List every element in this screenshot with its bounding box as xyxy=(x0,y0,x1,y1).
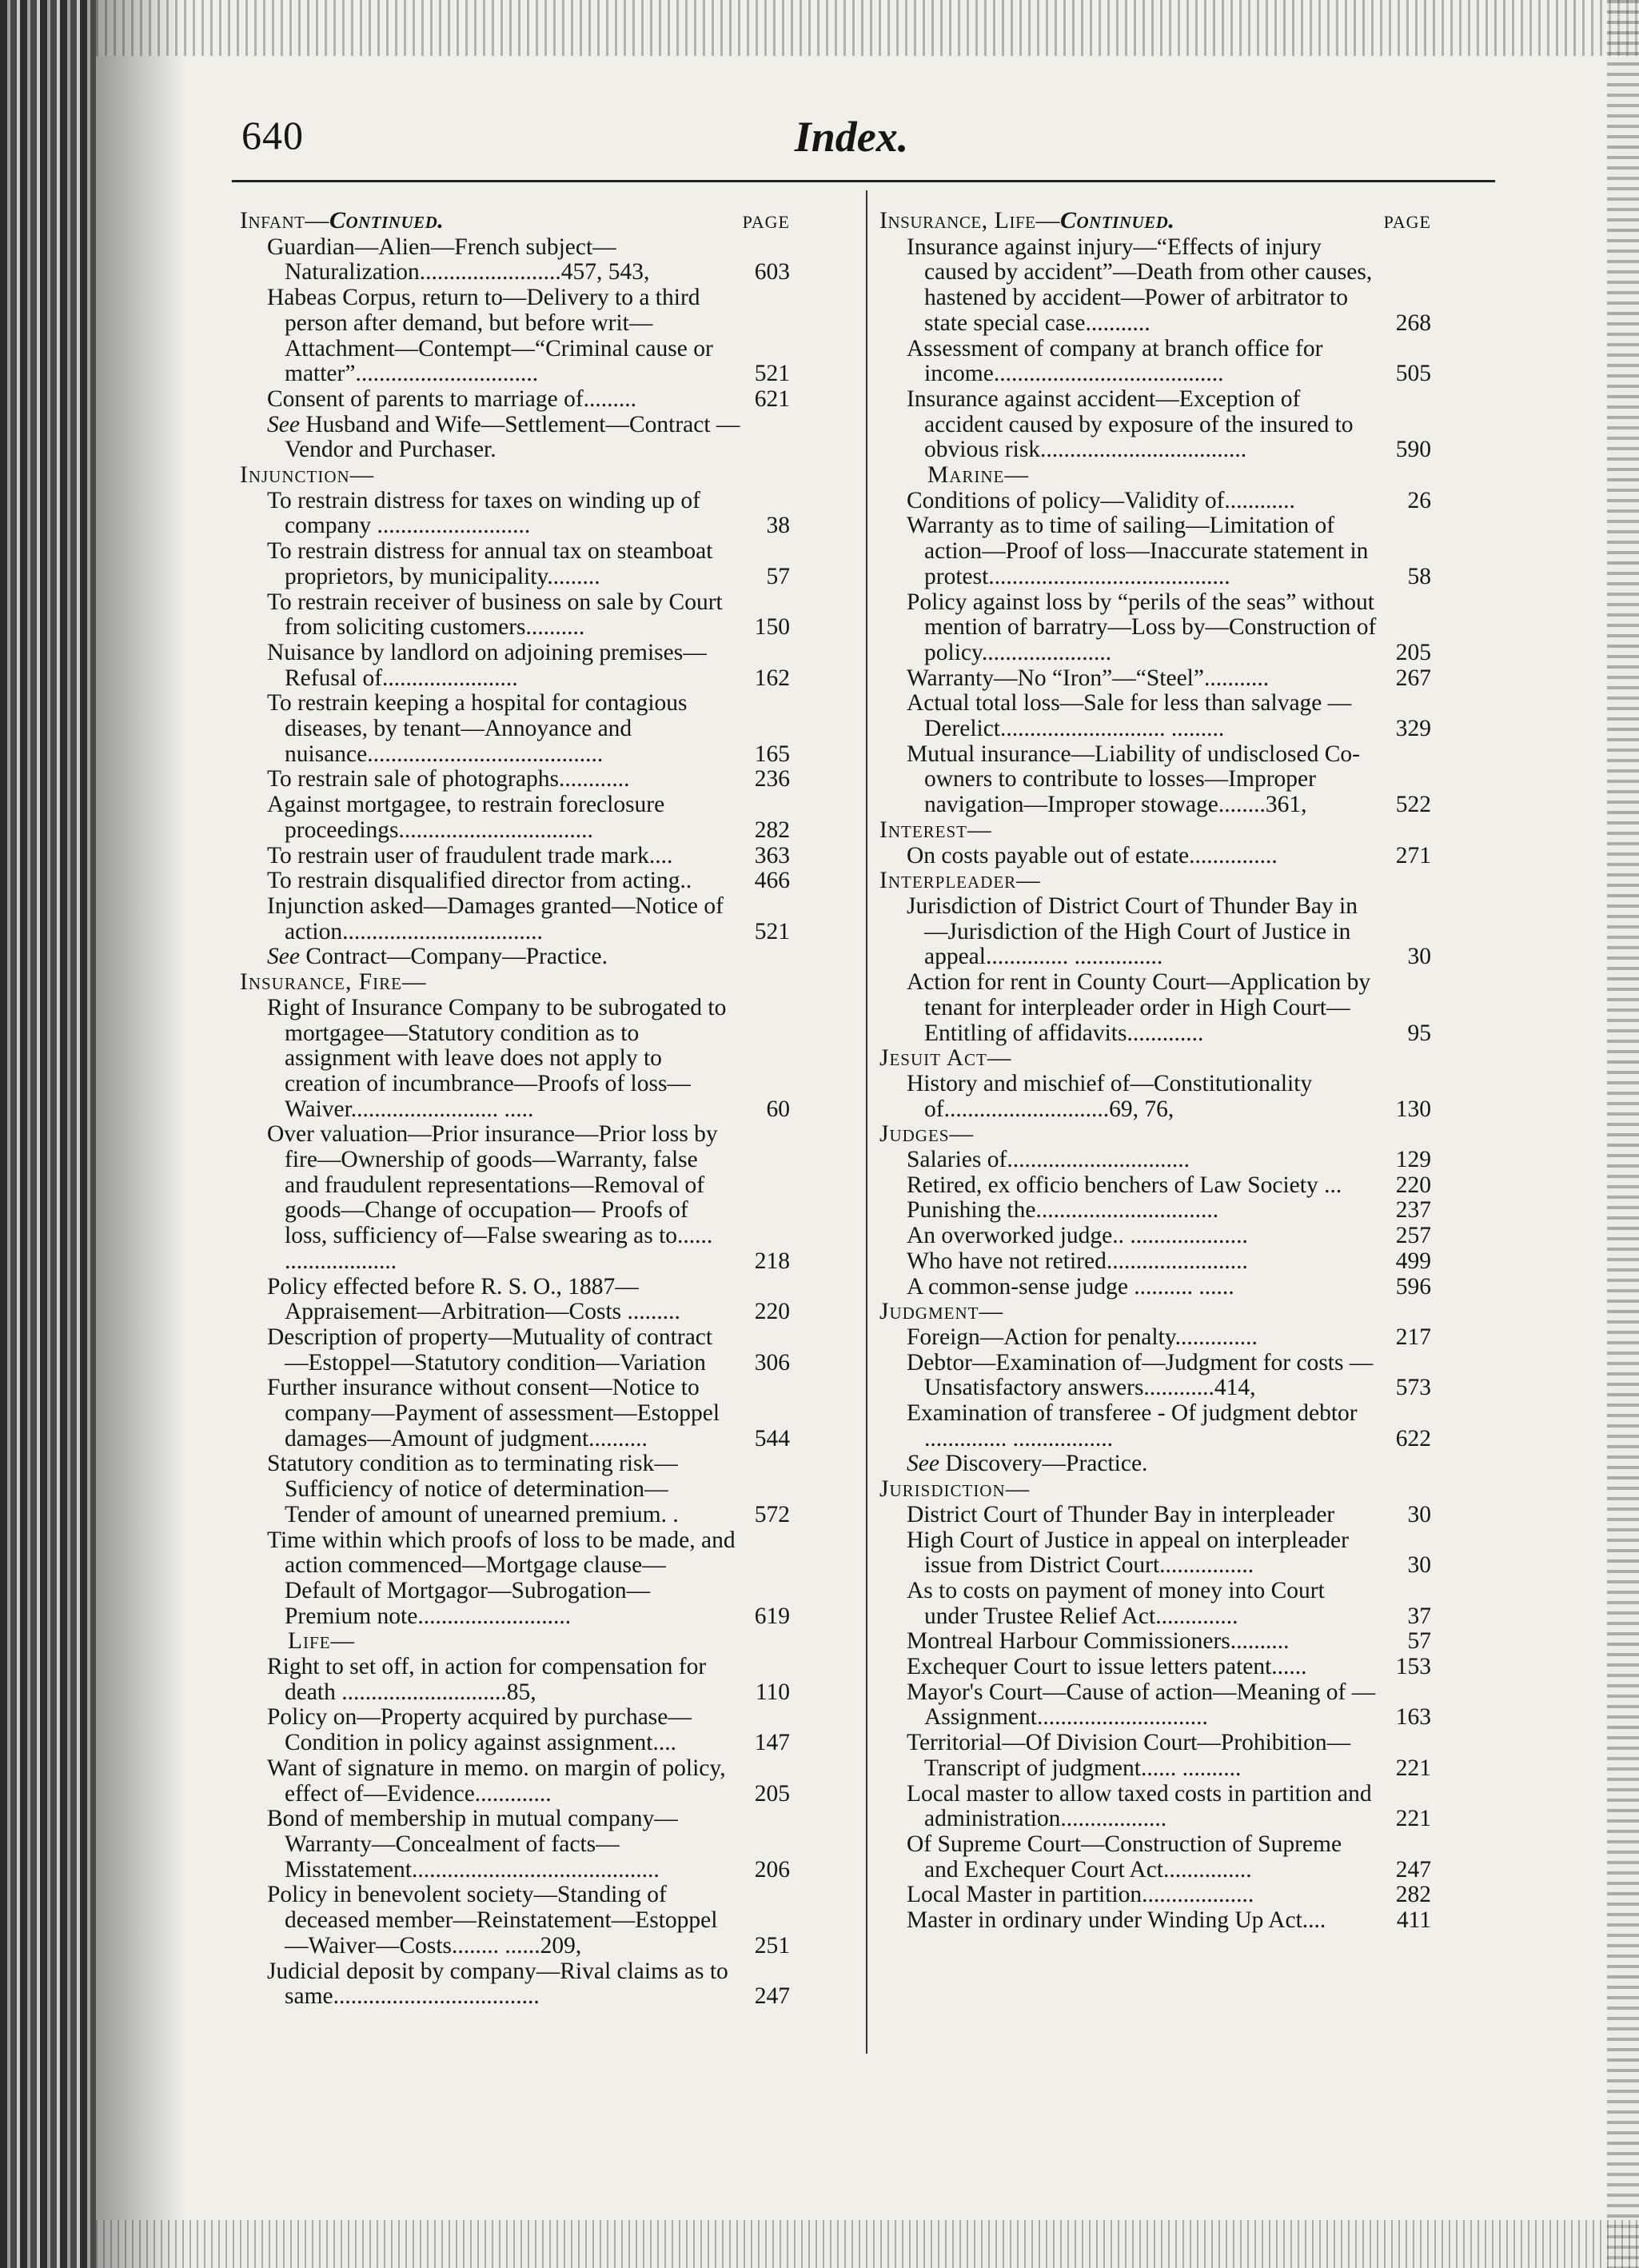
index-entry xyxy=(879,1655,1431,1680)
index-entry xyxy=(240,868,790,894)
index-entry xyxy=(879,1731,1431,1781)
index-entry xyxy=(879,1629,1431,1655)
entry-text: To restrain receiver of business on sale by Court from soliciting customers.......... xyxy=(267,589,723,641)
entry-page-number: 205 xyxy=(1395,639,1431,665)
index-entry xyxy=(879,844,1431,869)
index-entry xyxy=(240,1325,790,1376)
scan-right-noise xyxy=(1607,0,1639,2268)
entry-page-number: 282 xyxy=(754,817,790,843)
entry-page-number: 521 xyxy=(754,361,790,387)
entry-text: Right to set off, in action for compensation for death ............................85, xyxy=(267,1654,707,1705)
entry-text: As to costs on payment of money into Court under Trustee Relief Act.............. xyxy=(907,1577,1325,1629)
see-also-reference xyxy=(240,413,790,463)
entry-text: Insurance against injury—“Effects of injury caused by accident”—Death from other causes, hastened by accident—Power of arbitrator to state special case........... xyxy=(907,234,1373,336)
entry-text: District Court of Thunder Bay in interpleader xyxy=(907,1501,1335,1527)
index-entry xyxy=(879,742,1431,818)
index-entry xyxy=(240,641,790,691)
index-heading: Insurance, Fire— xyxy=(240,969,427,996)
entry-page-number: 60 xyxy=(766,1096,790,1122)
index-entry xyxy=(240,1528,790,1630)
entry-page-number: 603 xyxy=(754,259,790,285)
index-entry xyxy=(240,1883,790,1959)
entry-page-number: 206 xyxy=(754,1856,790,1883)
right-column-body xyxy=(879,235,1431,1934)
entry-text: Policy against loss by “perils of the seas” without mention of barratry—Loss by—Construction of policy...................... xyxy=(907,589,1377,665)
index-heading: Injunction— xyxy=(240,462,375,489)
page-number: 640 xyxy=(241,113,304,158)
entry-page-number: 236 xyxy=(754,766,790,793)
entry-text: Local Master in partition................... xyxy=(907,1882,1254,1908)
entry-text: Conditions of policy—Validity of............ xyxy=(907,487,1295,513)
entry-page-number: 57 xyxy=(1407,1628,1431,1655)
right-column xyxy=(879,208,1431,1934)
index-heading: Interpleader— xyxy=(879,868,1041,894)
index-entry xyxy=(240,1959,790,2010)
entry-text: High Court of Justice in appeal on interpleader issue from District Court................ xyxy=(907,1527,1349,1579)
index-entry xyxy=(240,996,790,1123)
index-entry xyxy=(879,1908,1431,1934)
index-entry xyxy=(240,539,790,589)
scan-bottom-noise xyxy=(96,2220,1639,2268)
entry-page-number: 129 xyxy=(1395,1147,1431,1173)
entry-text: Mutual insurance—Liability of undisclosed Co-owners to contribute to losses—Improper navigation—Improper stowage........361, xyxy=(907,741,1360,818)
index-entry xyxy=(240,691,790,767)
entry-text: Montreal Harbour Commissioners.......... xyxy=(907,1628,1290,1655)
entry-page-number: 58 xyxy=(1407,563,1431,589)
entry-page-number: 505 xyxy=(1395,361,1431,387)
entry-page-number: 251 xyxy=(754,1932,790,1959)
entry-page-number: 499 xyxy=(1395,1248,1431,1274)
entry-text: Warranty as to time of sailing—Limitation of action—Proof of loss—Inaccurate statement in protest......................................... xyxy=(907,513,1369,589)
entry-text: Actual total loss—Sale for less than salvage —Derelict............................ ......... xyxy=(907,690,1352,742)
left-column xyxy=(240,208,790,2010)
index-entry xyxy=(879,1224,1431,1249)
entry-text: Injunction asked—Damages granted—Notice of action.................................. xyxy=(267,892,724,944)
index-entry xyxy=(240,844,790,869)
index-heading: Judgment— xyxy=(879,1299,1003,1325)
entry-text: Action for rent in County Court—Application by tenant for interpleader order in High Court—Entitling of affidavits............. xyxy=(907,969,1371,1046)
see-label: See xyxy=(267,411,300,437)
left-column-head xyxy=(240,208,790,235)
index-entry xyxy=(240,1705,790,1755)
entry-page-number: 110 xyxy=(755,1679,790,1705)
entry-text: To restrain sale of photographs............ xyxy=(267,766,630,793)
left-head-text: Infant— xyxy=(240,207,329,234)
index-entry xyxy=(240,285,790,387)
right-head-continued: Continued. xyxy=(1060,207,1175,234)
entry-page-number: 411 xyxy=(1396,1907,1431,1934)
entry-text: Territorial—Of Division Court—Prohibition— Transcript of judgment...... .......... xyxy=(907,1730,1351,1781)
index-entry xyxy=(879,1503,1431,1528)
entry-page-number: 522 xyxy=(1395,792,1431,818)
left-column-body xyxy=(240,235,790,2010)
entry-page-number: 57 xyxy=(766,563,790,589)
index-entry xyxy=(879,666,1431,692)
entry-page-number: 237 xyxy=(1395,1197,1431,1224)
entry-text: Habeas Corpus, return to—Delivery to a third person after demand, but before writ—Attachment—Contempt—“Criminal cause or matter”............................... xyxy=(267,285,713,387)
entry-text: Guardian—Alien—French subject—Naturalization........................457, 543, xyxy=(267,234,650,285)
index-entry xyxy=(879,387,1431,463)
index-heading: Interest— xyxy=(879,817,992,843)
entry-page-number: 521 xyxy=(754,918,790,944)
right-head-text: Insurance, Life— xyxy=(879,207,1060,234)
entry-page-number: 205 xyxy=(754,1780,790,1807)
index-entry xyxy=(879,1148,1431,1173)
entry-page-number: 596 xyxy=(1395,1273,1431,1300)
see-label: See xyxy=(907,1451,939,1477)
entry-text: Who have not retired........................ xyxy=(907,1248,1248,1274)
entry-page-number: 329 xyxy=(1395,716,1431,742)
entry-page-number: 30 xyxy=(1407,1501,1431,1527)
entry-page-number: 466 xyxy=(754,868,790,894)
index-entry xyxy=(879,1579,1431,1629)
entry-text: Warranty—No “Iron”—“Steel”........... xyxy=(907,665,1270,691)
entry-page-number: 218 xyxy=(754,1248,790,1274)
see-label: See xyxy=(267,944,300,970)
index-entry xyxy=(240,387,790,413)
index-entry xyxy=(879,1883,1431,1908)
entry-page-number: 247 xyxy=(754,1983,790,2010)
index-entry xyxy=(879,235,1431,337)
scan-binding-edge xyxy=(0,0,96,2268)
entry-text: Nuisance by landlord on adjoining premises— Refusal of....................... xyxy=(267,639,707,691)
entry-text: Examination of transferee - Of judgment debtor .............. ................. xyxy=(907,1400,1358,1451)
entry-page-number: 221 xyxy=(1395,1755,1431,1781)
entry-text: Of Supreme Court—Construction of Supreme and Exchequer Court Act............... xyxy=(907,1831,1342,1883)
index-entry xyxy=(240,1807,790,1883)
entry-text: To restrain distress for annual tax on steamboat proprietors, by municipality......... xyxy=(267,538,713,589)
entry-text: An overworked judge.. .................... xyxy=(907,1223,1248,1249)
entry-text: Mayor's Court—Cause of action—Meaning of —Assignment............................. xyxy=(907,1679,1376,1731)
entry-text: To restrain distress for taxes on winding up of company .......................... xyxy=(267,487,700,539)
index-entry xyxy=(879,1782,1431,1832)
entry-page-number: 162 xyxy=(754,665,790,691)
index-heading: Judges— xyxy=(879,1121,974,1148)
index-entry xyxy=(240,1655,790,1705)
entry-page-number: 30 xyxy=(1407,1552,1431,1579)
index-entry xyxy=(240,1756,790,1807)
index-entry xyxy=(879,970,1431,1046)
index-entry xyxy=(879,691,1431,741)
index-entry xyxy=(240,1376,790,1451)
entry-page-number: 544 xyxy=(754,1425,790,1451)
entry-page-number: 220 xyxy=(754,1299,790,1325)
entry-text: Bond of membership in mutual company— Warranty—Concealment of facts—Misstatement.......................................... xyxy=(267,1806,678,1883)
left-head-continued: Continued. xyxy=(329,207,445,234)
entry-text: A common-sense judge .......... ...... xyxy=(907,1273,1234,1300)
entry-page-number: 220 xyxy=(1395,1172,1431,1198)
index-entry xyxy=(879,1680,1431,1731)
entry-text: Consent of parents to marriage of......... xyxy=(267,385,637,412)
entry-page-number: 622 xyxy=(1395,1425,1431,1451)
right-page-label: PAGE xyxy=(1383,212,1431,232)
index-entry xyxy=(879,1351,1431,1401)
entry-text: Right of Insurance Company to be subrogated to mortgagee—Statutory condition as to assignment with leave does not apply to creation of incumbrance—Proofs of loss— Waiver......................... ..... xyxy=(267,994,727,1122)
entry-text: Time within which proofs of loss to be made, and action commenced—Mortgage clause— Default of Mortgagor—Subrogation— Premium note.......................... xyxy=(267,1527,736,1629)
scan-top-noise xyxy=(96,0,1639,56)
index-entry xyxy=(240,1122,790,1274)
index-entry xyxy=(879,894,1431,970)
index-entry xyxy=(879,1249,1431,1275)
entry-text: On costs payable out of estate............... xyxy=(907,842,1278,868)
index-entry xyxy=(879,1198,1431,1224)
entry-page-number: 572 xyxy=(754,1501,790,1527)
entry-page-number: 30 xyxy=(1407,944,1431,970)
entry-page-number: 150 xyxy=(754,614,790,641)
index-entry xyxy=(240,235,790,285)
entry-text: Local master to allow taxed costs in partition and administration.................. xyxy=(907,1780,1372,1832)
left-head-title xyxy=(240,208,444,234)
entry-page-number: 37 xyxy=(1407,1603,1431,1629)
entry-page-number: 95 xyxy=(1407,1020,1431,1046)
right-head-title xyxy=(879,208,1174,234)
index-entry xyxy=(879,590,1431,666)
entry-page-number: 257 xyxy=(1395,1223,1431,1249)
entry-text: Exchequer Court to issue letters patent...... xyxy=(907,1654,1307,1680)
see-text: Discovery—Practice. xyxy=(945,1451,1148,1477)
see-also-reference xyxy=(879,1451,1431,1477)
index-entry xyxy=(240,1275,790,1325)
index-entry xyxy=(879,337,1431,387)
entry-text: To restrain keeping a hospital for contagious diseases, by tenant—Annoyance and nuisance........................................ xyxy=(267,690,688,767)
entry-text: Policy on—Property acquired by purchase— Condition in policy against assignment.... xyxy=(267,1704,692,1756)
entry-page-number: 268 xyxy=(1395,309,1431,336)
right-column-head xyxy=(879,208,1431,235)
entry-text: Retired, ex officio benchers of Law Society ... xyxy=(907,1172,1342,1198)
see-also-reference xyxy=(240,944,790,970)
entry-page-number: 271 xyxy=(1395,842,1431,868)
index-entry xyxy=(240,489,790,539)
see-text: Contract—Company—Practice. xyxy=(305,944,608,970)
entry-page-number: 147 xyxy=(754,1730,790,1756)
entry-page-number: 153 xyxy=(1395,1654,1431,1680)
entry-text: Policy effected before R. S. O., 1887—Appraisement—Arbitration—Costs ......... xyxy=(267,1273,680,1325)
entry-text: Policy in benevolent society—Standing of deceased member—Reinstatement—Estoppel—Waiver—Costs........ ......209, xyxy=(267,1882,718,1959)
index-entry xyxy=(879,513,1431,589)
entry-text: To restrain user of fraudulent trade mark.... xyxy=(267,842,673,868)
entry-page-number: 267 xyxy=(1395,665,1431,691)
entry-text: Insurance against accident—Exception of accident caused by exposure of the insured to obvious risk................................... xyxy=(907,385,1354,463)
index-entry xyxy=(879,1072,1431,1122)
column-divider xyxy=(866,190,867,2054)
entry-page-number: 165 xyxy=(754,741,790,767)
index-entry xyxy=(240,894,790,944)
index-entry xyxy=(240,767,790,793)
index-entry xyxy=(879,489,1431,514)
index-entry xyxy=(879,1325,1431,1351)
index-heading: Life— xyxy=(288,1628,356,1655)
entry-text: Debtor—Examination of—Judgment for costs —Unsatisfactory answers............414, xyxy=(907,1349,1374,1401)
index-entry xyxy=(879,1173,1431,1199)
entry-text: Judicial deposit by company—Rival claims as to same................................... xyxy=(267,1958,728,2010)
index-entry xyxy=(879,1401,1431,1451)
entry-page-number: 282 xyxy=(1395,1882,1431,1908)
entry-page-number: 130 xyxy=(1395,1096,1431,1122)
entry-page-number: 217 xyxy=(1395,1324,1431,1350)
header-rule xyxy=(232,180,1495,182)
entry-text: Against mortgagee, to restrain foreclosure proceedings................................. xyxy=(267,792,665,843)
page-title: Index. xyxy=(794,113,909,161)
index-entry xyxy=(879,1528,1431,1579)
entry-text: Salaries of............................... xyxy=(907,1147,1190,1173)
entry-page-number: 163 xyxy=(1395,1704,1431,1731)
entry-page-number: 621 xyxy=(754,385,790,412)
entry-page-number: 619 xyxy=(754,1603,790,1629)
see-text: Husband and Wife—Settlement—Contract —Vendor and Purchaser. xyxy=(285,411,740,463)
index-entry xyxy=(240,590,790,641)
index-heading: Marine— xyxy=(927,462,1029,489)
scan-shadow xyxy=(96,0,184,2268)
entry-text: History and mischief of—Constitutionality of............................69, 76, xyxy=(907,1070,1313,1122)
index-heading: Jesuit Act— xyxy=(879,1045,1012,1072)
entry-text: Over valuation—Prior insurance—Prior loss by fire—Ownership of goods—Warranty, false and fraudulent representations—Removal of goods—Change of occupation— Proofs of loss, sufficiency of—False swearing as to...... ................... xyxy=(267,1121,718,1274)
entry-text: Description of property—Mutuality of contract —Estoppel—Statutory condition—Variation xyxy=(267,1324,713,1376)
entry-text: Foreign—Action for penalty.............. xyxy=(907,1324,1258,1350)
entry-page-number: 221 xyxy=(1395,1806,1431,1832)
entry-page-number: 38 xyxy=(766,513,790,539)
entry-text: Statutory condition as to terminating risk— Sufficiency of notice of determination— Tender of amount of unearned premium. . xyxy=(267,1451,679,1527)
index-heading: Jurisdiction— xyxy=(879,1476,1031,1503)
entry-text: Jurisdiction of District Court of Thunder Bay in—Jurisdiction of the High Court of Justice in appeal.............. ............... xyxy=(907,892,1358,970)
entry-text: Punishing the............................... xyxy=(907,1197,1219,1224)
entry-text: Assessment of company at branch office for income....................................... xyxy=(907,335,1323,387)
entry-text: To restrain disqualified director from acting.. xyxy=(267,868,692,894)
entry-page-number: 26 xyxy=(1407,487,1431,513)
entry-text: Master in ordinary under Winding Up Act.... xyxy=(907,1907,1326,1934)
index-entry xyxy=(879,1832,1431,1883)
entry-page-number: 573 xyxy=(1395,1375,1431,1401)
entry-page-number: 590 xyxy=(1395,437,1431,463)
index-entry xyxy=(240,1451,790,1527)
index-entry xyxy=(240,793,790,843)
entry-page-number: 363 xyxy=(754,842,790,868)
entry-text: Further insurance without consent—Notice to company—Payment of assessment—Estoppel damages—Amount of judgment.......... xyxy=(267,1375,720,1451)
index-entry xyxy=(879,1275,1431,1300)
left-page-label: PAGE xyxy=(742,212,790,232)
entry-text: Want of signature in memo. on margin of policy, effect of—Evidence............. xyxy=(267,1755,726,1807)
entry-page-number: 306 xyxy=(754,1349,790,1376)
entry-page-number: 247 xyxy=(1395,1856,1431,1883)
